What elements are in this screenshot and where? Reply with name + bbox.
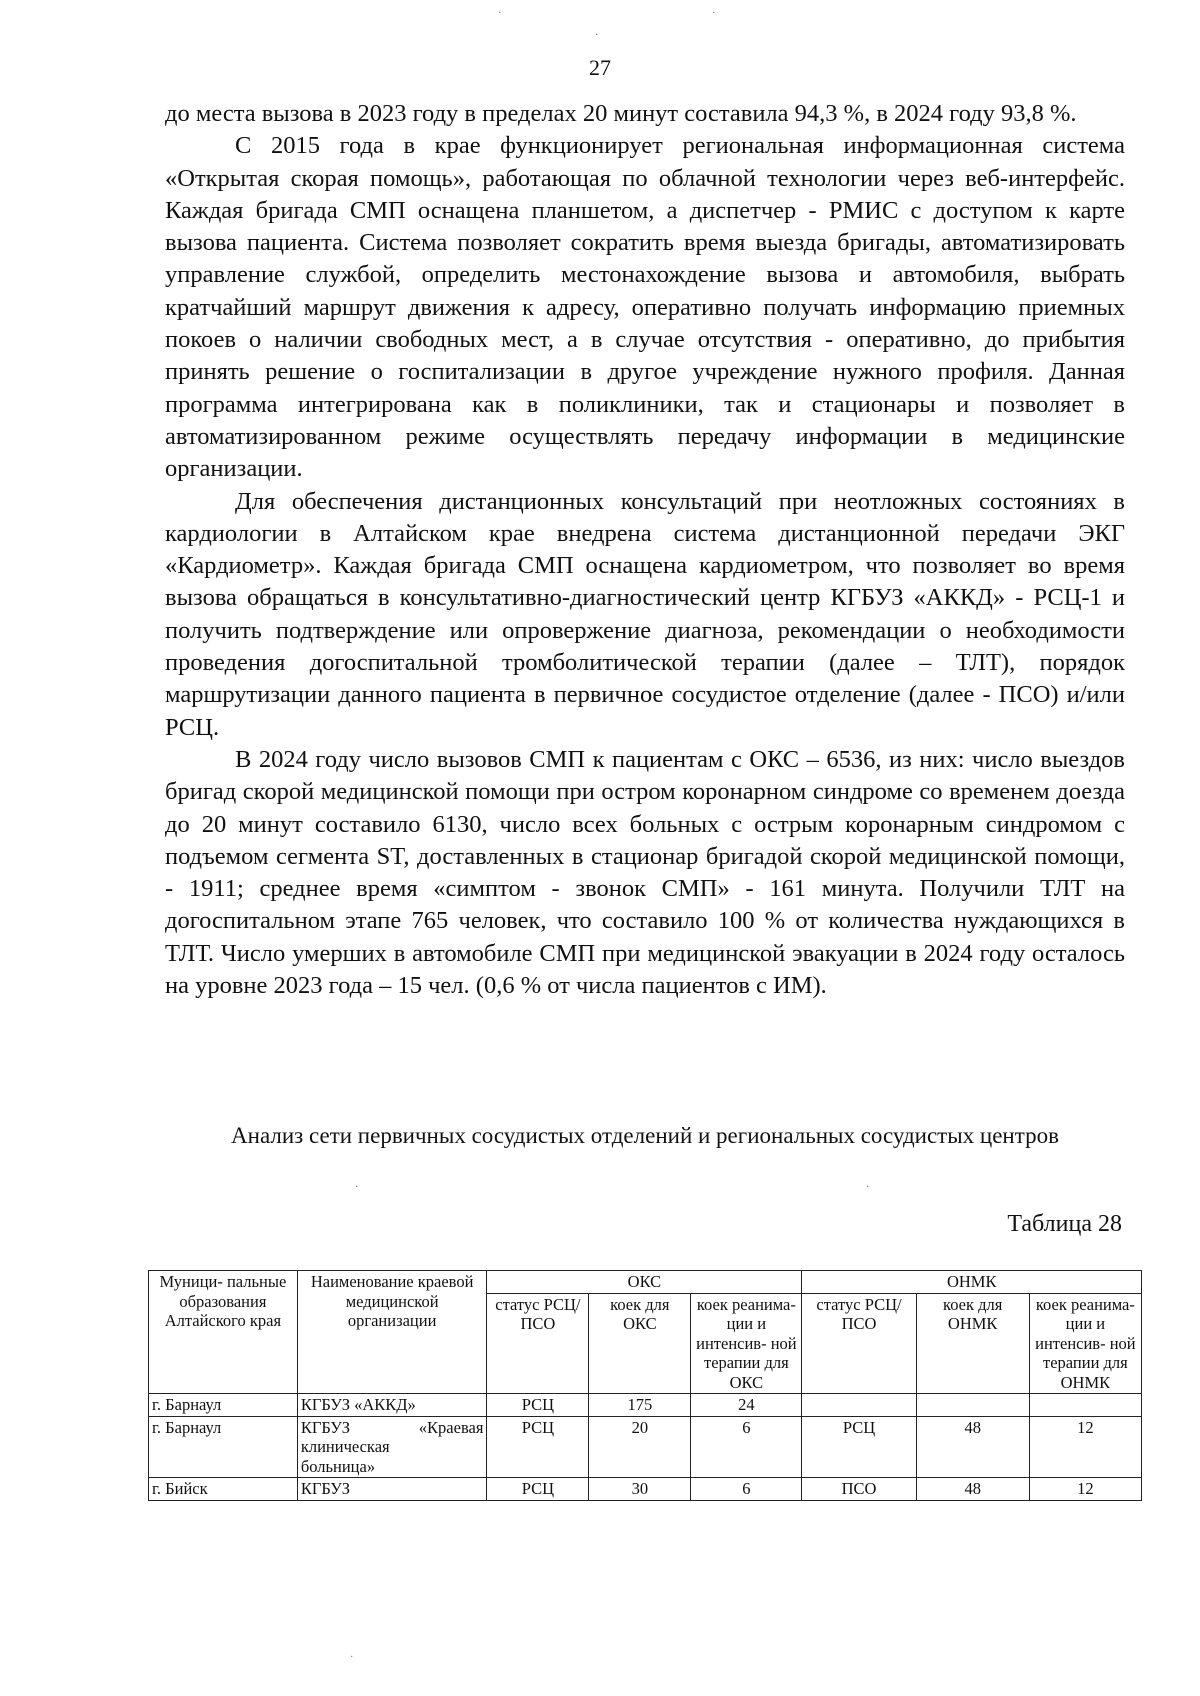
header-oks-status: статус РСЦ/ПСО — [487, 1293, 589, 1394]
table-label: Таблица 28 — [1007, 1211, 1122, 1237]
header-oks-icu: коек реанима- ции и интенсив- ной терапии для ОКС — [691, 1293, 802, 1394]
table-row — [149, 1478, 1142, 1501]
table-28 — [148, 1270, 1142, 1501]
org-word-2: «Краевая — [418, 1417, 484, 1437]
header-oks-beds: коек для ОКС — [589, 1293, 691, 1394]
cell-onmk-status — [802, 1394, 916, 1417]
cell-oks-beds: 20 — [589, 1416, 691, 1478]
cell-onmk-status: ПСО — [802, 1478, 916, 1501]
scan-speck: · — [712, 8, 716, 19]
table-row — [149, 1394, 1142, 1417]
cell-organization: КГБУЗ — [297, 1478, 487, 1501]
cell-oks-icu: 6 — [691, 1478, 802, 1501]
cell-oks-status: РСЦ — [487, 1416, 589, 1478]
cell-oks-icu: 24 — [691, 1394, 802, 1417]
scan-speck: · — [595, 30, 599, 41]
scan-speck: · — [498, 8, 502, 19]
header-organization: Наименование краевой медицинской организации — [297, 1271, 487, 1394]
header-municipality: Муници- пальные образования Алтайского края — [149, 1271, 298, 1394]
header-onmk-status: статус РСЦ/ПСО — [802, 1293, 916, 1394]
header-onmk: ОНМК — [802, 1271, 1142, 1294]
header-oks: ОКС — [487, 1271, 802, 1294]
cell-oks-beds: 30 — [589, 1478, 691, 1501]
header-row-1 — [149, 1271, 1142, 1294]
scan-speck: · — [350, 1652, 354, 1663]
cell-municipality: г. Бийск — [149, 1478, 298, 1501]
paragraph-3: Для обеспечения дистанционных консультаций при неотложных состояниях в кардиологии в Алтайском крае внедрена система дистанционной передачи ЭКГ «Кардиометр». Каждая бригада СМП оснащена кардиометром, что позволяет во время вызова обращаться в консультативно-диагностический центр КГБУЗ «АККД» - РСЦ-1 и получить подтверждение или опровержение диагноза, рекомендации о необходимости проведения догоспитальной тромболитической терапии (далее – ТЛТ), порядок маршрутизации данного пациента в первичное сосудистое отделение (далее - ПСО) и/или РСЦ. — [165, 487, 1125, 741]
cell-onmk-icu: 12 — [1029, 1478, 1141, 1501]
cell-municipality: г. Барнаул — [149, 1394, 298, 1417]
cell-onmk-beds: 48 — [916, 1478, 1029, 1501]
table-row — [149, 1416, 1142, 1478]
header-onmk-beds: коек для ОНМК — [916, 1293, 1029, 1394]
cell-onmk-icu: 12 — [1029, 1416, 1141, 1478]
cell-municipality: г. Барнаул — [149, 1416, 298, 1478]
cell-organization: КГБУЗ «АККД» — [297, 1394, 487, 1417]
cell-oks-icu: 6 — [691, 1416, 802, 1478]
paragraph-2: С 2015 года в крае функционирует региональная информационная система «Открытая скорая помощь», работающая по облачной технологии через веб-интерфейс. Каждая бригада СМП оснащена планшетом, а диспетчер - РМИС с доступом к карте вызова пациента. Система позволяет сократить время выезда бригады, автоматизировать управление службой, определить местонахождение вызова и автомобиля, выбрать кратчайший маршрут движения к адресу, оперативно получать информацию приемных покоев о наличии свободных мест, а в случае отсутствия - оперативно, до прибытия принять решение о госпитализации в другое учреждение нужного профиля. Данная программа интегрирована как в поликлиники, так и стационары и позволяет в автоматизированном режиме осуществлять передачу информации в медицинские организации. — [165, 132, 1125, 483]
cell-onmk-beds: 48 — [916, 1416, 1029, 1478]
cell-onmk-beds — [916, 1394, 1029, 1417]
page-number: 27 — [589, 55, 611, 80]
paragraph-4: В 2024 году число вызовов СМП к пациентам с ОКС – 6536, из них: число выездов бригад скорой медицинской помощи при остром коронарном синдроме со временем доезда до 20 минут составило 6130, число всех больных с острым коронарным синдромом с подъемом сегмента ST, доставленных в стационар бригадой скорой медицинской помощи, - 1911; среднее время «симптом - звонок СМП» - 161 минута. Получили ТЛТ на догоспитальном этапе 765 человек, что составило 100 % от количества нуждающихся в ТЛТ. Число умерших в автомобиле СМП при медицинской эвакуации в 2024 году осталось на уровне 2023 года – 15 чел. (0,6 % от числа пациентов с ИМ). — [165, 745, 1125, 1000]
cell-organization — [297, 1416, 487, 1478]
header-onmk-icu: коек реанима- ции и интенсив- ной терапии для ОНМК — [1029, 1293, 1141, 1394]
paragraph-1: до места вызова в 2023 году в пределах 20 минут составила 94,3 %, в 2024 году 93,8 %. — [165, 100, 1077, 127]
cell-oks-beds: 175 — [589, 1394, 691, 1417]
body-text — [165, 98, 1125, 1002]
section-title: Анализ сети первичных сосудистых отделений и региональных сосудистых центров — [231, 1123, 1059, 1148]
cell-oks-status: РСЦ — [487, 1478, 589, 1501]
cell-onmk-status: РСЦ — [802, 1416, 916, 1478]
scan-speck: · — [866, 1182, 870, 1193]
org-rest: клиническая больница» — [300, 1437, 390, 1476]
org-word-1: КГБУЗ — [300, 1417, 350, 1437]
cell-onmk-icu — [1029, 1394, 1141, 1417]
cell-oks-status: РСЦ — [487, 1394, 589, 1417]
scan-speck: · — [355, 1182, 359, 1193]
